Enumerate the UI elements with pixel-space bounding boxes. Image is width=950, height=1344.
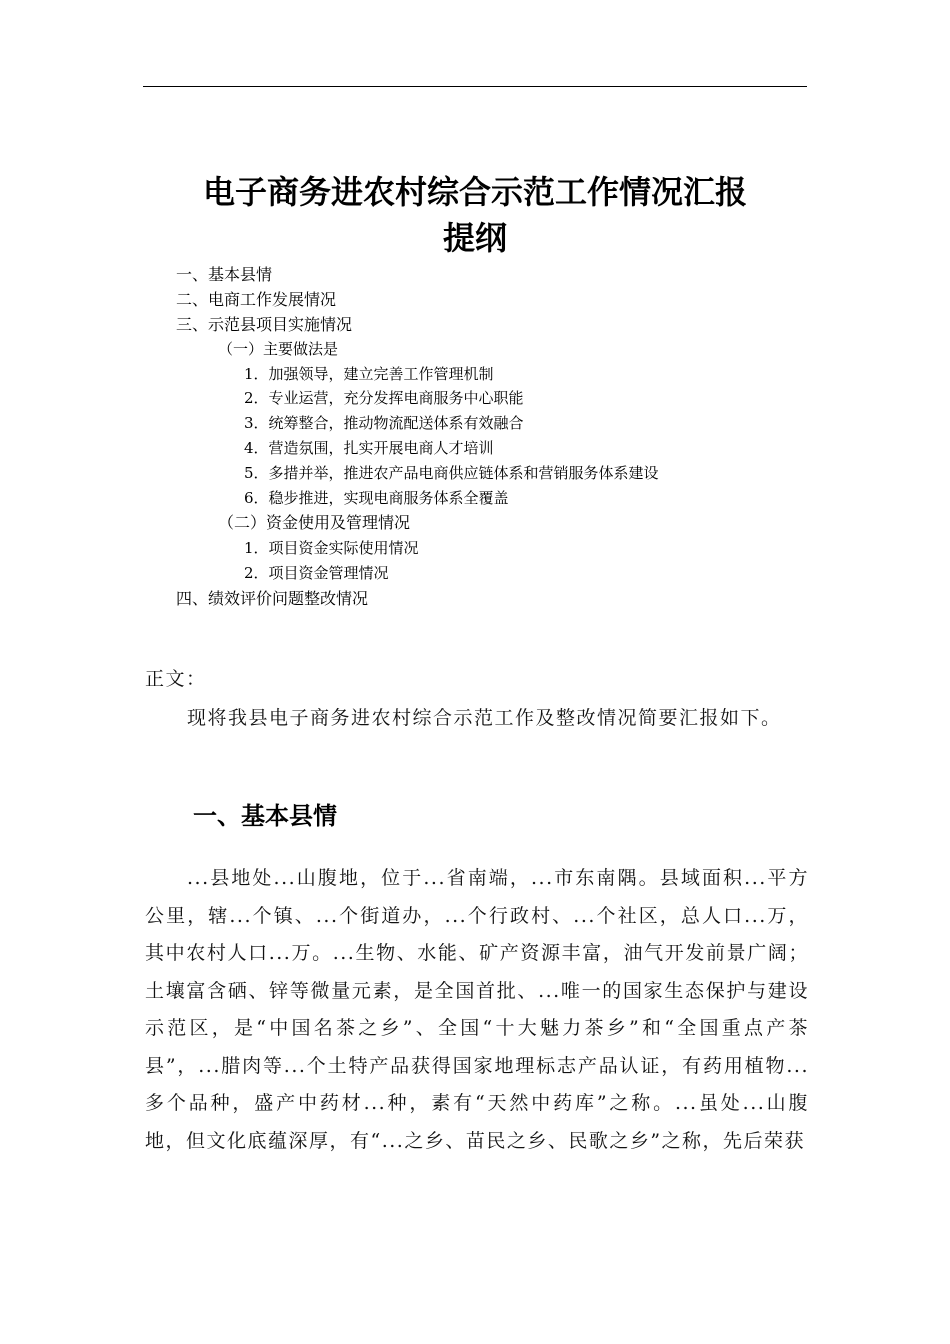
document-title-line2: 提纲 xyxy=(442,219,507,257)
outline-item-s3-2: （二）资金使用及管理情况 xyxy=(218,513,411,532)
outline-subitem: 4．营造氛围，扎实开展电商人才培训 xyxy=(244,439,494,457)
outline-item-s1: 一、基本县情 xyxy=(176,265,273,284)
outline-item-s3-1: （一）主要做法是 xyxy=(218,340,339,358)
outline-item-s2: 二、电商工作发展情况 xyxy=(176,290,337,309)
section-heading: 一、基本县情 xyxy=(193,802,337,830)
outline-item-s3: 三、示范县项目实施情况 xyxy=(176,315,353,334)
header-rule xyxy=(143,86,807,87)
outline-subitem: 1．加强领导，建立完善工作管理机制 xyxy=(244,365,494,383)
outline-subitem: 2．项目资金管理情况 xyxy=(244,564,389,582)
outline-subitem: 3．统筹整合，推动物流配送体系有效融合 xyxy=(244,414,524,432)
document-title: 电子商务进农村综合示范工作情况汇报 xyxy=(202,173,747,211)
outline-subitem: 5．多措并举，推进农产品电商供应链体系和营销服务体系建设 xyxy=(244,464,659,482)
outline-subitem: 6．稳步推进，实现电商服务体系全覆盖 xyxy=(244,489,509,507)
outline-subitem: 2．专业运营，充分发挥电商服务中心职能 xyxy=(244,389,524,407)
body-label: 正文： xyxy=(145,668,207,690)
outline-item-s4: 四、绩效评价问题整改情况 xyxy=(176,589,369,608)
intro-paragraph: 现将我县电子商务进农村综合示范工作及整改情况简要汇报如下。 xyxy=(187,707,782,729)
county-paragraph: ...县地处...山腹地，位于...省南端，...市东南隅。县域面积...平方公里，辖...个镇、...个街道办，...个行政村、...个社区，总人口...万，其中农村人口...万。...生物、水能、矿产资源丰富，油气开发前景广阔；土壤富含硒、锌等微量元素，是全国首批、...唯一的国家生态保护与建设示范区，是“中国名茶之乡”、全国“十大魅力茶乡”和“全国重点产茶县”，...腊肉等...个土特产品获得国家地理标志产品认证，有药用植物...多个品种，盛产中药材...种，素有“天然中药库”之称。...虽处...山腹地，但文化底蕴深厚，有“...之乡、苗民之乡、民歌之乡”之称，先后荣获 xyxy=(145,867,809,1152)
outline-subitem: 1．项目资金实际使用情况 xyxy=(244,539,419,557)
